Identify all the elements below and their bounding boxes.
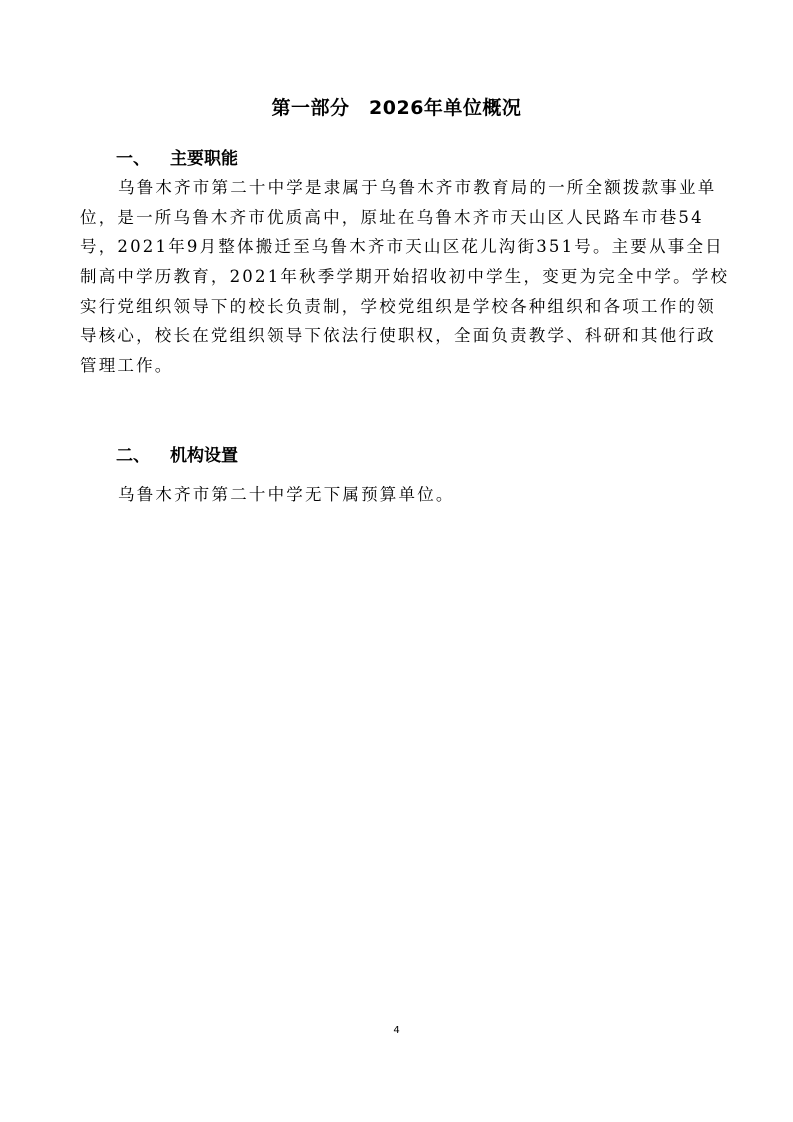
section-number: 一、 <box>116 149 150 169</box>
section-number: 二、 <box>116 446 150 466</box>
section-heading-structure <box>116 444 238 468</box>
paragraph-line: 导核心，校长在党组织领导下依法行使职权，全面负责教学、科研和其他行政 <box>80 326 716 346</box>
paragraph-line: 位，是一所乌鲁木齐市优质高中，原址在乌鲁木齐市天山区人民路车市巷54 <box>80 207 704 227</box>
structure-paragraph <box>118 480 718 510</box>
paragraph-line: 实行党组织领导下的校长负责制，学校党组织是学校各种组织和各项工作的领 <box>80 296 716 316</box>
page-title: 第一部分 2026年单位概况 <box>271 97 522 119</box>
page-number: 4 <box>393 1025 400 1036</box>
section-heading-text: 机构设置 <box>170 446 238 466</box>
paragraph-line: 乌鲁木齐市第二十中学是隶属于乌鲁木齐市教育局的一所全额拨款事业单 <box>118 178 717 197</box>
paragraph-line: 号，2021年9月整体搬迁至乌鲁木齐市天山区花儿沟街351号。主要从事全日 <box>80 237 724 257</box>
section-heading-text: 主要职能 <box>170 149 238 169</box>
paragraph-line: 管理工作。 <box>80 356 174 376</box>
paragraph-line: 乌鲁木齐市第二十中学无下属预算单位。 <box>118 485 455 504</box>
functions-paragraph <box>80 173 730 381</box>
section-heading-functions <box>116 147 238 171</box>
paragraph-line: 制高中学历教育，2021年秋季学期开始招收初中学生，变更为完全中学。学校 <box>80 267 730 287</box>
